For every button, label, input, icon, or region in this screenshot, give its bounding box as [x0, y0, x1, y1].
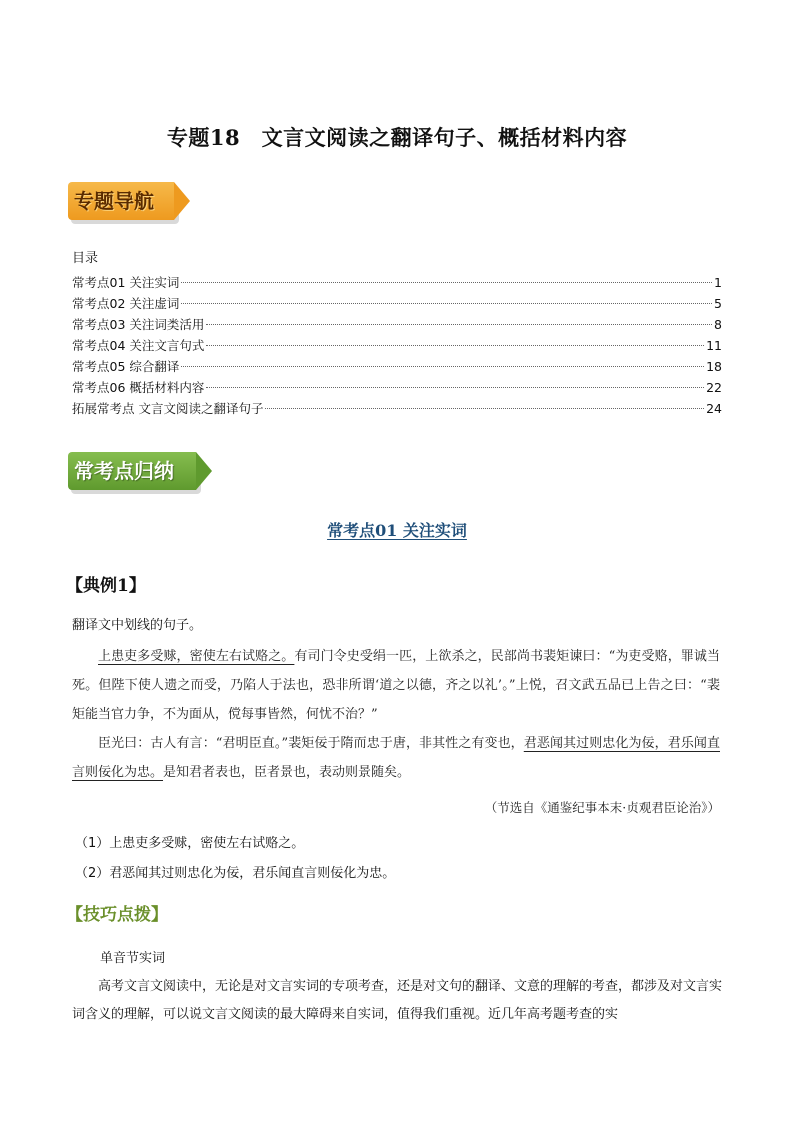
underlined-sentence: 君恶闻其过则忠化为佞，君乐闻直言则佞化为忠。 — [72, 736, 720, 780]
passage-paragraph: 臣光曰：古人有言：“君明臣直。”裴矩佞于隋而忠于唐，非其性之有变也，君恶闻其过则忠化为佞，君乐闻直言则佞化为忠。是知君者表也，臣者景也，表动则景随矣。 — [72, 736, 720, 780]
classical-passage — [72, 642, 720, 787]
passage-source: （节选自《通鉴纪事本末·贞观君臣论治》） — [484, 800, 720, 815]
body-paragraph: 高考文言文阅读中，无论是对文言实词的专项考查，还是对文句的翻译、文意的理解的考查，都涉及对文言实词含义的理解，可以说文言文阅读的最大障碍来自实词，值得我们重视。近几年高考题考查的实 — [72, 979, 723, 1022]
toc-item[interactable]: 常考点06 概括材料内容 22 — [72, 380, 722, 395]
toc-item[interactable]: 常考点01 关注实词 1 — [72, 275, 722, 290]
toc-item[interactable]: 常考点03 关注词类活用 8 — [72, 317, 722, 332]
subheading: 单音节实词 — [100, 951, 166, 966]
question-1: （1）上患吏多受赇，密使左右试赂之。 — [75, 836, 305, 851]
passage-paragraph: 上患吏多受赇，密使左右试赂之。有司门令史受绢一匹，上欲杀之，民部尚书裴矩谏曰：“为吏受赂，罪诚当死。但陛下使人遗之而受，乃陷人于法也，恐非所谓‘道之以德，齐之以礼’。”上悦，召文武五品已上告之曰：“裴矩能当官力争，不为面从，傥每事皆然，何忧不治？” — [72, 649, 720, 722]
banner-key-points-summary — [68, 452, 214, 490]
tips-title: 【技巧点拨】 — [66, 905, 168, 925]
toc-item[interactable]: 常考点02 关注虚词 5 — [72, 296, 722, 311]
section-title[interactable]: 常考点01 关注实词 — [327, 521, 467, 540]
question-2: （2）君恶闻其过则忠化为佞，君乐闻直言则佞化为忠。 — [75, 866, 396, 881]
toc-item[interactable]: 拓展常考点 文言文阅读之翻译句子 24 — [72, 401, 722, 416]
banner-topic-navigation — [68, 182, 194, 220]
toc-item[interactable]: 常考点05 综合翻译 18 — [72, 359, 722, 374]
toc-item[interactable]: 常考点04 关注文言句式 11 — [72, 338, 722, 353]
toc-heading: 目录 — [72, 251, 99, 266]
document-title: 专题18 文言文阅读之翻译句子、概括材料内容 — [166, 125, 628, 150]
instruction-text: 翻译文中划线的句子。 — [72, 618, 203, 633]
table-of-contents — [72, 272, 722, 419]
banner-label: 专题导航 — [74, 189, 154, 213]
banner-label: 常考点归纳 — [74, 459, 174, 483]
example-label: 【典例1】 — [66, 576, 146, 596]
underlined-sentence: 上患吏多受赇，密使左右试赂之。 — [98, 649, 295, 664]
